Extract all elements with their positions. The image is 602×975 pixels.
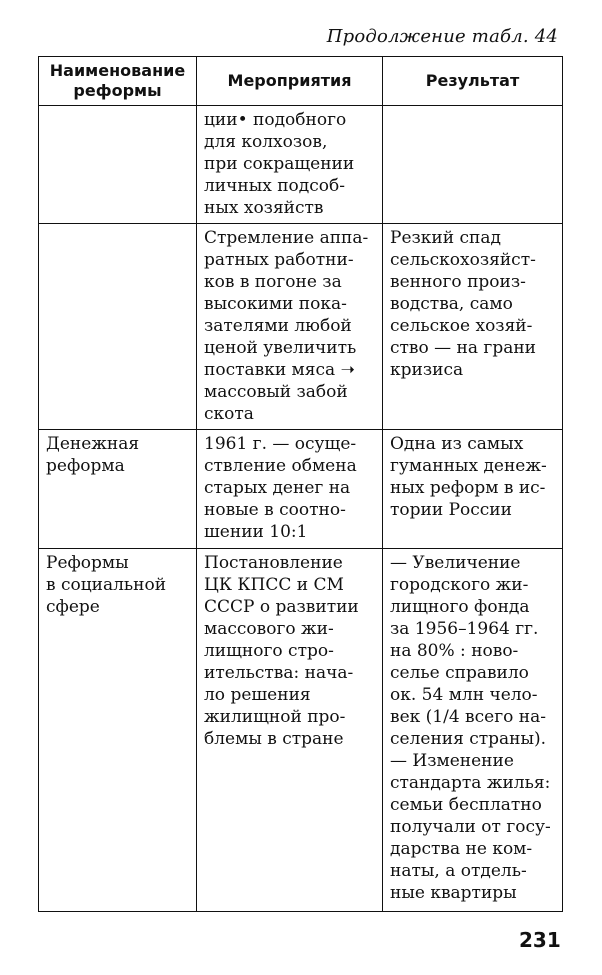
header-measures: Мероприятия — [197, 57, 383, 106]
table-row — [39, 106, 563, 224]
cell-measures: Стремление аппа- ратных работни- ков в погоне за высокими пока- зателями любой ценой увеличить поставки мяса ➝ массовый забой скота — [197, 224, 383, 430]
cell-result: Одна из самых гуманных денеж- ных реформ в ис- тории России — [383, 430, 563, 549]
table-row — [39, 224, 563, 430]
table-row — [39, 430, 563, 549]
cell-result: Резкий спад сельскохозяйст- венного произ- водства, само сельское хозяй- ство — на грани кризиса — [383, 224, 563, 430]
table-caption: Продолжение табл. 44 — [326, 26, 558, 47]
cell-reform: Денежная реформа — [39, 430, 197, 549]
page-number: 231 — [519, 928, 561, 952]
table-header-row — [39, 57, 563, 106]
cell-measures: ции• подобного для колхозов, при сокращении личных подсоб- ных хозяйств — [197, 106, 383, 224]
cell-measures: 1961 г. — осуще- ствление обмена старых денег на новые в соотно- шении 10:1 — [197, 430, 383, 549]
cell-measures: Постановление ЦК КПСС и СМ СССР о развитии массового жи- лищного стро- ительства: нача- ло решения жилищной про- блемы в стране — [197, 549, 383, 912]
table-row — [39, 549, 563, 912]
header-reform-name: Наименование реформы — [39, 57, 197, 106]
cell-result — [383, 106, 563, 224]
cell-result: — Увеличение городского жи- лищного фонда за 1956–1964 гг. на 80% : ново- селье справило ок. 54 млн чело- век (1/4 всего на- селения страны). — Изменение стандарта жилья: семьи бесплатно получали от госу- дарства не ком- наты, а отдель- ные квартиры — [383, 549, 563, 912]
cell-reform — [39, 224, 197, 430]
cell-reform: Реформы в социальной сфере — [39, 549, 197, 912]
header-result: Результат — [383, 57, 563, 106]
cell-reform — [39, 106, 197, 224]
reforms-table — [38, 56, 563, 912]
